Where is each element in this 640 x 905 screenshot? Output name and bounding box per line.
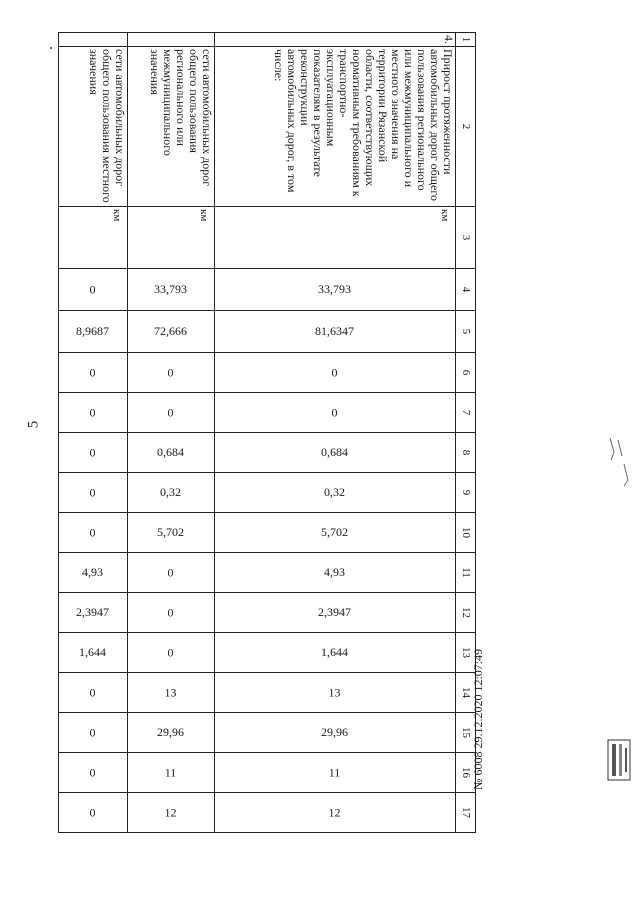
value-cell: [59, 793, 128, 833]
value-cell: [215, 753, 456, 793]
value-cell: [59, 593, 128, 633]
registration-stamp: № 6008 29.12.2020 12:07:49: [471, 648, 485, 790]
header-cell: 17: [456, 793, 476, 833]
row-number: 4.: [215, 33, 456, 47]
value-text: 5,702: [321, 525, 349, 539]
value-cell: [128, 513, 215, 553]
value-cell: [128, 353, 215, 393]
value-text: 81,6347: [315, 324, 355, 338]
value-text: 0,684: [321, 445, 349, 459]
value-cell: [215, 513, 456, 553]
value-text: 0: [168, 405, 174, 419]
value-cell: [128, 793, 215, 833]
value-text: 33,793: [154, 282, 188, 296]
value-text: 0: [90, 765, 96, 779]
value-cell: [215, 269, 456, 311]
value-text: 0: [90, 365, 96, 379]
value-cell: [128, 593, 215, 633]
value-cell: [59, 713, 128, 753]
value-text: 0: [168, 645, 174, 659]
value-text: 0: [90, 685, 96, 699]
value-text: 8,9687: [76, 324, 110, 338]
value-cell: [128, 713, 215, 753]
value-cell: [59, 311, 128, 353]
value-text: 33,793: [318, 282, 352, 296]
value-text: 0: [168, 565, 174, 579]
value-text: 11: [165, 765, 177, 779]
rotated-table-container: [76, 32, 476, 832]
handwritten-mark: [604, 430, 634, 490]
value-cell: [128, 269, 215, 311]
unit-cell: км: [215, 207, 456, 269]
page-number: 5: [25, 420, 42, 429]
header-cell: 3: [456, 207, 476, 269]
value-cell: [59, 353, 128, 393]
value-text: 2,3947: [318, 605, 352, 619]
value-cell: [59, 633, 128, 673]
value-text: 13: [165, 685, 177, 699]
value-text: 2,3947: [76, 605, 110, 619]
value-cell: [215, 673, 456, 713]
value-cell: [128, 753, 215, 793]
value-cell: [128, 311, 215, 353]
value-cell: [215, 793, 456, 833]
header-cell: 2: [456, 47, 476, 207]
value-cell: [215, 353, 456, 393]
value-cell: [128, 433, 215, 473]
value-cell: [215, 311, 456, 353]
value-text: 12: [165, 805, 177, 819]
value-cell: [215, 713, 456, 753]
value-cell: [128, 633, 215, 673]
value-cell: [128, 473, 215, 513]
value-cell: [59, 473, 128, 513]
value-text: 0,32: [160, 485, 182, 499]
value-text: 11: [329, 765, 341, 779]
row-label: сети автомобильных дорог общего пользования регионального или межмуниципального значения: [128, 47, 215, 207]
header-cell: 7: [456, 393, 476, 433]
row-label: сети автомобильных дорог общего пользования местного значения: [59, 47, 128, 207]
header-cell: 10: [456, 513, 476, 553]
header-cell: 15: [456, 713, 476, 753]
header-cell: 14: [456, 673, 476, 713]
table-row: [59, 33, 128, 833]
row-label: Прирост протяженности автомобильных дорог общего пользования регионального или межмуниципального и местного значения на территории Рязанской области, соответствующих нормативным требованиям к транспортно-эксплуатационным показателям в результате реконструкции автомобильных дорог, в том числе:: [215, 47, 456, 207]
value-cell: [215, 393, 456, 433]
value-cell: [128, 673, 215, 713]
header-cell: 6: [456, 353, 476, 393]
header-cell: 13: [456, 633, 476, 673]
value-text: 4,93: [324, 565, 346, 579]
value-text: 0,32: [324, 485, 346, 499]
unit-cell: км: [59, 207, 128, 269]
value-text: 5,702: [157, 525, 185, 539]
value-text: 0: [90, 485, 96, 499]
value-cell: [59, 433, 128, 473]
value-cell: [215, 633, 456, 673]
value-cell: [215, 553, 456, 593]
header-cell: 12: [456, 593, 476, 633]
table-row: [215, 33, 456, 833]
value-cell: [215, 433, 456, 473]
value-text: 0,684: [157, 445, 185, 459]
header-cell: 11: [456, 553, 476, 593]
value-text: 72,666: [154, 324, 188, 338]
value-text: 1,644: [79, 645, 107, 659]
speck: [50, 47, 52, 49]
value-cell: [59, 513, 128, 553]
header-cell: 8: [456, 433, 476, 473]
value-text: 29,96: [321, 725, 349, 739]
value-text: 4,93: [82, 565, 104, 579]
value-cell: [59, 393, 128, 433]
value-text: 0: [168, 605, 174, 619]
value-text: 0: [90, 805, 96, 819]
value-text: 13: [329, 685, 341, 699]
value-text: 1,644: [321, 645, 349, 659]
value-text: 0: [332, 405, 338, 419]
value-cell: [215, 473, 456, 513]
row-number: [128, 33, 215, 47]
value-text: 0: [90, 525, 96, 539]
value-cell: [59, 269, 128, 311]
header-cell: 1: [456, 33, 476, 47]
value-text: 0: [332, 365, 338, 379]
row-number: [59, 33, 128, 47]
header-cell: 4: [456, 269, 476, 311]
value-cell: [59, 673, 128, 713]
value-cell: [128, 393, 215, 433]
value-text: 29,96: [157, 725, 185, 739]
value-text: 0: [168, 365, 174, 379]
header-cell: 9: [456, 473, 476, 513]
value-cell: [59, 753, 128, 793]
value-cell: [59, 553, 128, 593]
value-text: 0: [90, 445, 96, 459]
value-text: 0: [90, 282, 96, 296]
value-text: 12: [329, 805, 341, 819]
header-cell: 16: [456, 753, 476, 793]
value-cell: [128, 553, 215, 593]
data-table: [58, 32, 476, 833]
stamp-logo-icon: [604, 738, 634, 782]
header-cell: 5: [456, 311, 476, 353]
value-cell: [215, 593, 456, 633]
unit-cell: км: [128, 207, 215, 269]
table-row: [128, 33, 215, 833]
value-text: 0: [90, 725, 96, 739]
value-text: 0: [90, 405, 96, 419]
